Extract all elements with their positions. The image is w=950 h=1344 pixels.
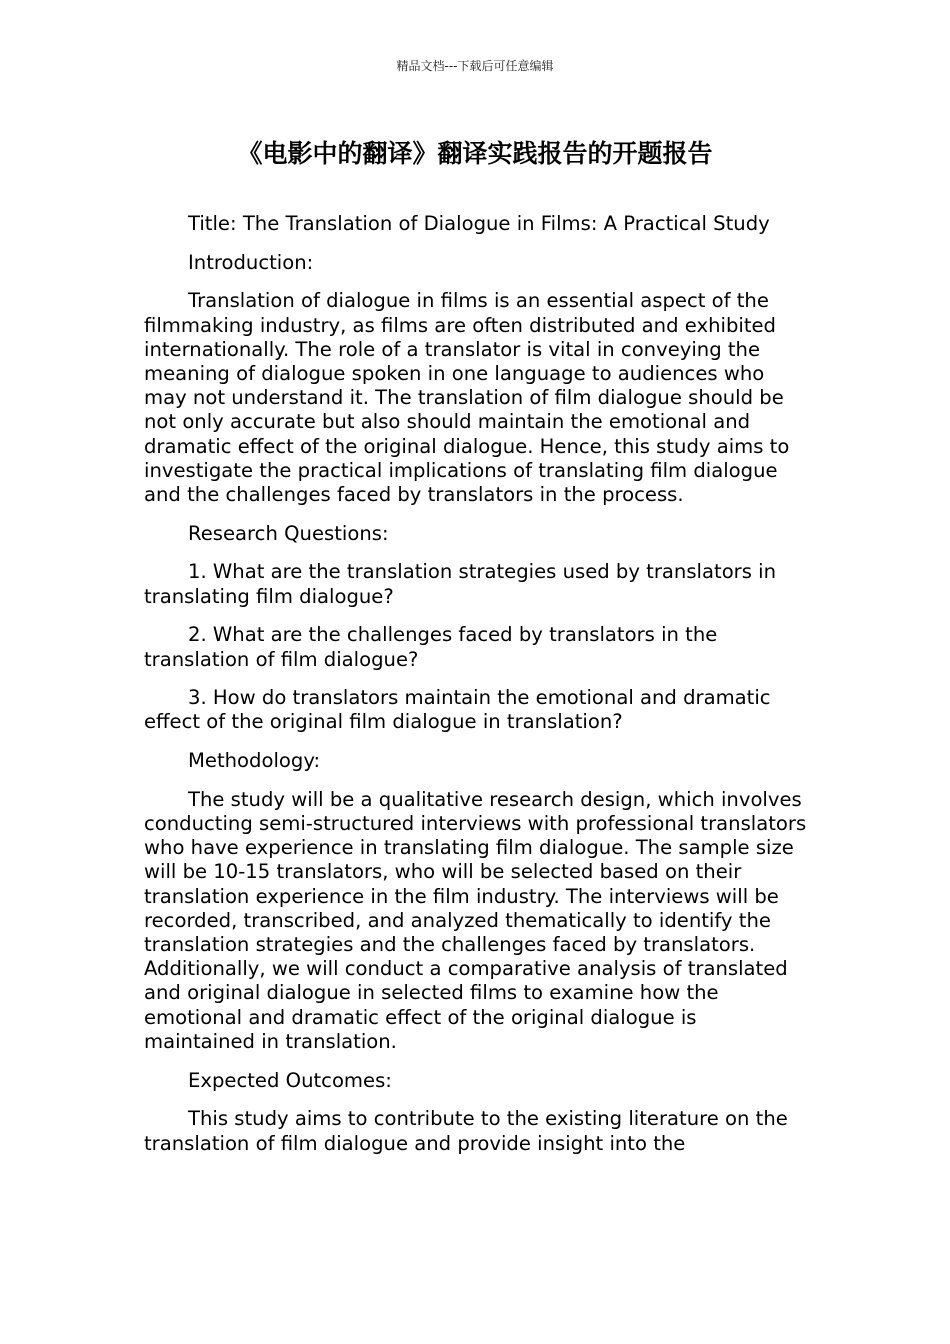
introduction-paragraph: Translation of dialogue in films is an essential aspect of the filmmaking industry, as films are often distributed and exhibited internationally. The role of a translator is vital in conveying the meaning of dialogue spoken in one language to audiences who may not understand it. The translation of film dialogue should be not only accurate but also should maintain the emotional and dramatic effect of the original dialogue. Hence, this study aims to investigate the practical implications of translating film dialogue and the challenges faced by translators in the process.: [144, 289, 790, 507]
section-heading-expected-outcomes: Expected Outcomes:: [188, 1068, 392, 1092]
document-title: 《电影中的翻译》翻译实践报告的开题报告: [237, 139, 713, 168]
research-question-3: 3. How do translators maintain the emotional and dramatic effect of the original film dialogue in translation?: [144, 686, 771, 734]
section-heading-research-questions: Research Questions:: [188, 521, 389, 545]
section-heading-methodology: Methodology:: [188, 749, 321, 773]
research-question-2: 2. What are the challenges faced by translators in the translation of film dialogue?: [144, 623, 718, 671]
expected-outcomes-paragraph: This study aims to contribute to the existing literature on the translation of film dialogue and provide insight into the: [144, 1107, 788, 1155]
header-note: 精品文档---下载后可任意编辑: [396, 59, 554, 73]
methodology-paragraph: The study will be a qualitative research design, which involves conducting semi-structured interviews with professional translators who have experience in translating film dialogue. The sample size will be 10-15 translators, who will be selected based on their translation experience in the film industry. The interviews will be recorded, transcribed, and analyzed thematically to identify the translation strategies and the challenges faced by translators. Additionally, we will conduct a comparative analysis of translated and original dialogue in selected films to examine how the emotional and dramatic effect of the original dialogue is maintained in translation.: [144, 787, 807, 1053]
section-heading-introduction: Introduction:: [188, 250, 314, 274]
title-line: Title: The Translation of Dialogue in Films: A Practical Study: [188, 212, 770, 235]
document-body: [144, 212, 810, 1170]
research-question-1: 1. What are the translation strategies used by translators in translating film dialogue?: [144, 560, 777, 608]
